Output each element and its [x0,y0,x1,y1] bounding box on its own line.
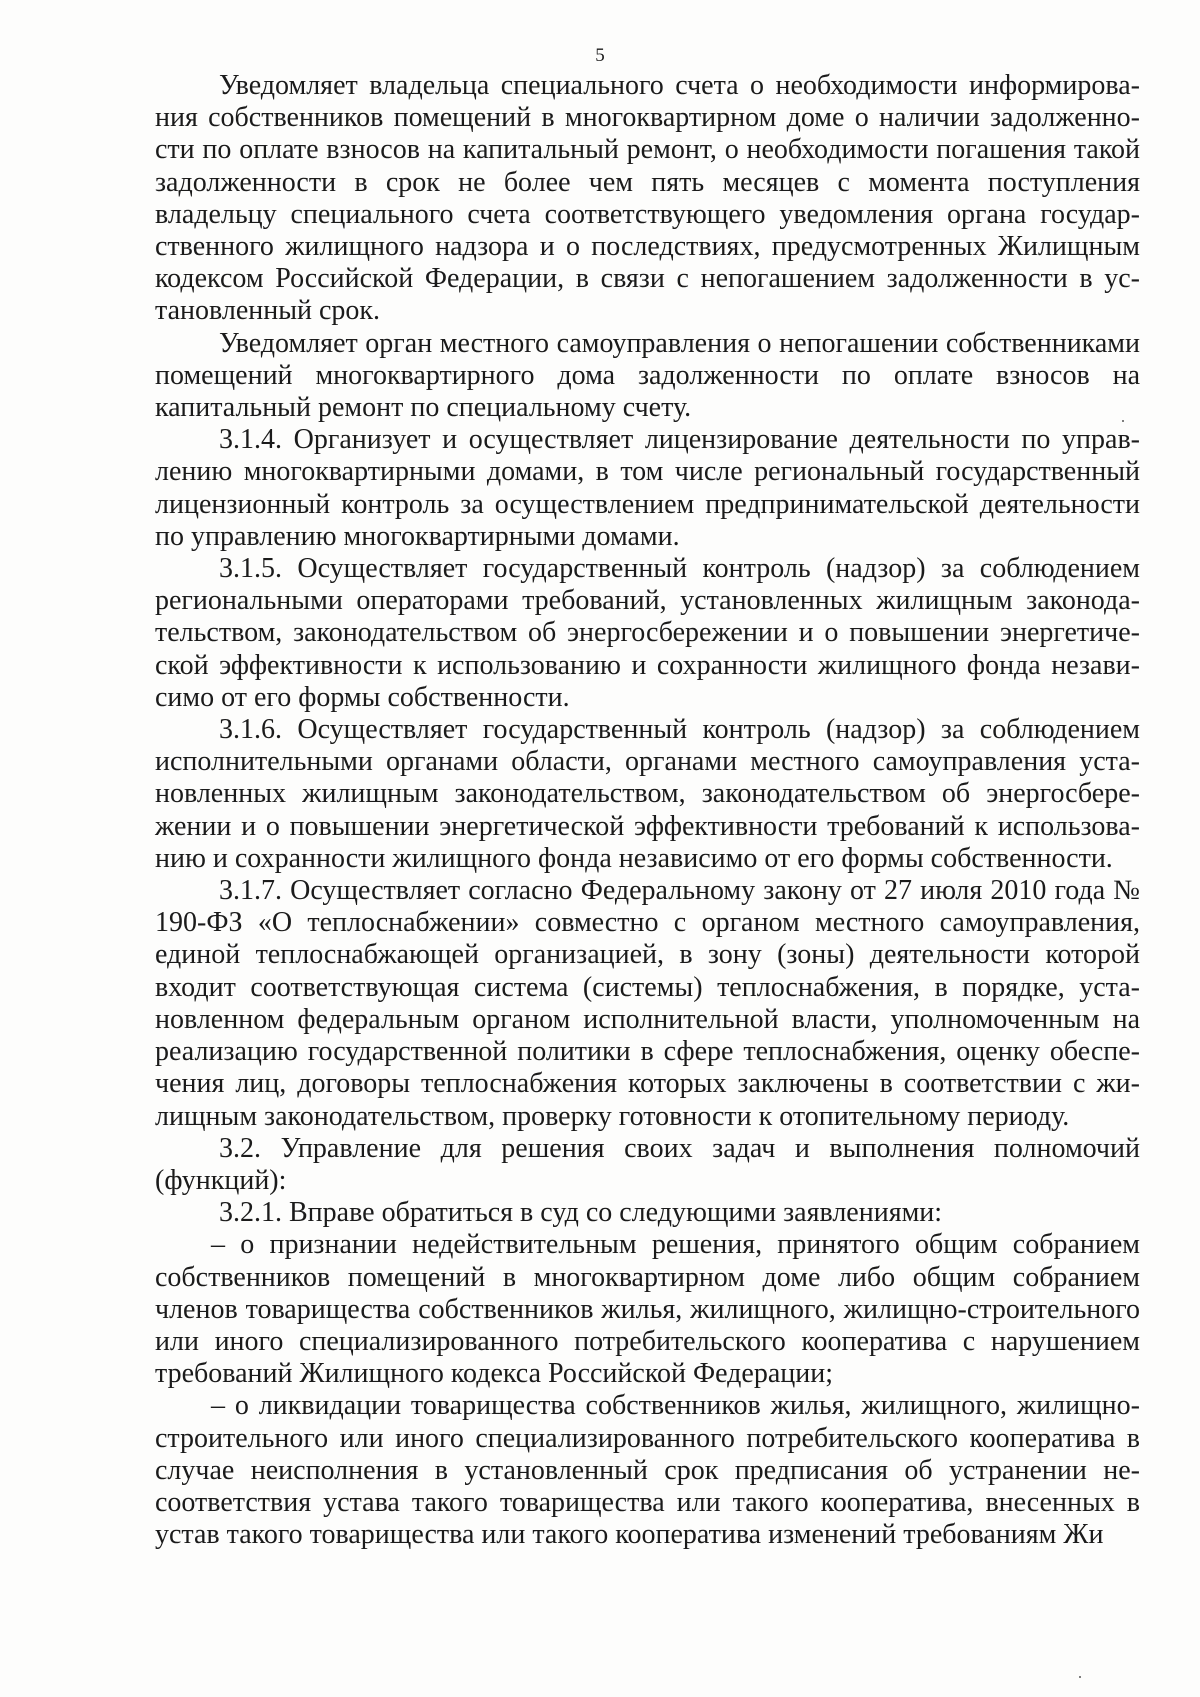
paragraph-3-2: 3.2. Управление для решения своих задач и выполнения полномочий (функций): [155,1132,1140,1196]
scan-speck [1079,1676,1081,1678]
page-number: 5 [595,45,605,66]
list-item-liquidation: – о ликвидации товарищества собственников жилья, жилищного, жилищно-строительного или иного специализированного потребительского кооператива в случае неисполнения в установленный срок предписания об устранении несоответствия устава такого товарищества или такого кооператива, внесенных в устав такого товарищества или такого кооператива изменений требованиям Жи [155,1390,1140,1551]
paragraph-3-1-5: 3.1.5. Осуществляет государственный контроль (надзор) за соблюдением региональными операторами требований, установленных жилищным законодательством, законодательством об энергосбережении и о повышении энергетической эффективности к использованию и сохранности жилищного фонда независимо от его формы собственности. [155,553,1140,713]
paragraph-3-1-6: 3.1.6. Осуществляет государственный контроль (надзор) за соблюдением исполнительными органами области, органами местного самоуправления установленных жилищным законодательством, законодательством об энергосбережении и о повышении энергетической эффективности требований к использованию и сохранности жилищного фонда независимо от его формы собственности. [155,714,1140,874]
paragraph-3-2-1: 3.2.1. Вправе обратиться в суд со следующими заявлениями: [219,1197,943,1229]
paragraph-notify-local-government: Уведомляет орган местного самоуправления о непогашении собственниками помещений многоквартирного дома задолженности по оплате взносов на капитальный ремонт по специальному счету. [155,327,1140,424]
paragraph-3-1-4: 3.1.4. Организует и осуществляет лицензирование деятельности по управлению многоквартирными домами, в том числе региональный государственный лицензионный контроль за осуществлением предпринимательской деятельности по управлению многоквартирными домами. [155,424,1140,552]
paragraph-3-1-7: 3.1.7. Осуществляет согласно Федеральному закону от 27 июля 2010 года № 190-ФЗ «О теплоснабжении» совместно с органом местного самоуправления, единой теплоснабжающей организацией, в зону (зоны) деятельности которой входит соответствующая система (системы) теплоснабжения, в порядке, установленном федеральным органом исполнительной власти, уполномоченным на реализацию государственной политики в сфере теплоснабжения, оценку обеспечения лиц, договоры теплоснабжения которых заключены в соответствии с жилищным законодательством, проверку готовности к отопительному периоду. [155,875,1140,1132]
list-item-invalid-decision: – о признании недействительным решения, принятого общим собранием собственников помещений в многоквартирном доме либо общим собранием членов товарищества собственников жилья, жилищного, жилищно-строительного или иного специализированного потребительского кооператива с нарушением требований Жилищного кодекса Российской Федерации; [155,1229,1140,1390]
paragraph-notify-account-owner: Уведомляет владельца специального счета о необходимости информирования собственников помещений в многоквартирном доме о наличии задолженности по оплате взносов на капитальный ремонт, о необходимости погашения такой задолженности в срок не более чем пять месяцев с момента поступления владельцу специального счета соответствующего уведомления органа государственного жилищного надзора и о последствиях, предусмотренных Жилищным кодексом Российской Федерации, в связи с непогашением задолженности в установленный срок. [155,70,1140,327]
document-body [155,70,1140,1551]
scan-speck [1122,420,1124,422]
